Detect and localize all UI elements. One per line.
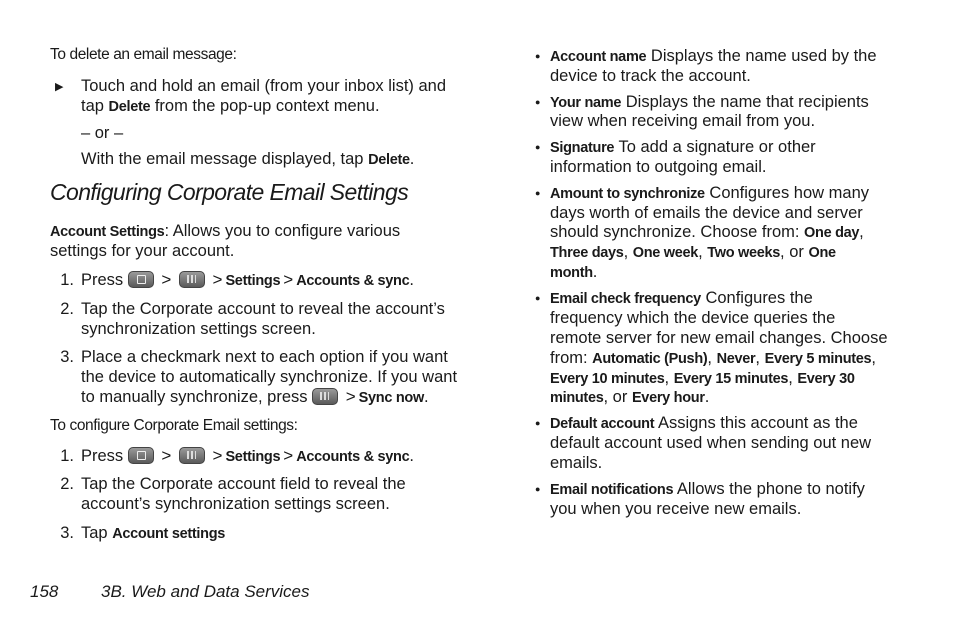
section-title: Configuring Corporate Email Settings <box>50 179 409 205</box>
default-account-line2: default account used when sending out new <box>550 434 872 452</box>
step3-line3: to manually synchronize, press > Sync now. <box>81 387 429 406</box>
menu-key-icon <box>179 447 205 464</box>
amount-sync-line2: days worth of emails the device and server <box>550 204 863 222</box>
amount-sync-line5: month. <box>550 263 598 281</box>
delete-heading: To delete an email message: <box>50 46 237 63</box>
amount-sync-line3: should synchronize. Choose from: One day, <box>550 223 864 241</box>
step2-line2: account’s synchronization settings screen. <box>81 495 390 513</box>
bullet-icon: ● <box>535 484 541 494</box>
account-name-line2: device to track the account. <box>550 67 751 85</box>
step-number: 3. <box>60 348 74 366</box>
step-number: 1. <box>60 447 74 465</box>
delete-step-line1: Touch and hold an email (from your inbox list) and <box>81 77 447 95</box>
account-settings-option: Account settings <box>112 526 226 542</box>
default-account-line1: Default account Assigns this account as the <box>550 414 858 432</box>
step3-line1: Place a checkmark next to each option if you want <box>81 348 448 366</box>
step1-line: Press > > Settings > Accounts & sync. <box>81 270 414 289</box>
step3-line2: the device to automatically synchronize. If you want <box>81 368 458 386</box>
step3-line: Tap Account settings <box>81 524 226 542</box>
amount-sync-line1: Amount to synchronize Configures how many <box>550 184 869 202</box>
page-number: 158 <box>30 582 59 601</box>
check-frequency-line3: remote server for new email changes. Choose <box>550 329 888 347</box>
your-name-line1: Your name Displays the name that recipients <box>550 93 869 111</box>
menu-key-icon <box>179 271 205 288</box>
step1-line: Press > > Settings > Accounts & sync. <box>81 446 414 465</box>
amount-sync-line4: Three days, One week, Two weeks, or One <box>550 243 836 261</box>
step2-line1: Tap the Corporate account to reveal the account’s <box>81 300 445 318</box>
check-frequency-line6: minutes, or Every hour. <box>550 388 710 406</box>
signature-line1: Signature To add a signature or other <box>550 138 816 156</box>
home-key-icon <box>128 447 154 464</box>
step-number: 1. <box>60 271 74 289</box>
home-key-icon <box>128 271 154 288</box>
configure-heading: To configure Corporate Email settings: <box>50 417 298 434</box>
bullet-icon: ● <box>535 293 541 303</box>
bullet-icon: ● <box>535 142 541 152</box>
account-name-line1: Account name Displays the name used by the <box>550 47 877 65</box>
default-account-line3: emails. <box>550 454 603 472</box>
check-frequency-line4: from: Automatic (Push), Never, Every 5 minutes, <box>550 349 876 367</box>
email-notifications-line1: Email notifications Allows the phone to notify <box>550 480 865 498</box>
check-frequency-line5: Every 10 minutes, Every 15 minutes, Every 30 <box>550 369 855 387</box>
with-message-line: With the email message displayed, tap Delete. <box>81 150 415 168</box>
section-name: 3B. Web and Data Services <box>101 582 310 601</box>
delete-label: Delete <box>108 99 151 115</box>
check-frequency-line2: frequency which the device queries the <box>550 309 836 327</box>
signature-line2: information to outgoing email. <box>550 158 767 176</box>
or-separator: – or – <box>81 124 124 142</box>
bullet-icon: ● <box>535 418 541 428</box>
triangle-right-icon: ▶ <box>55 81 64 93</box>
check-frequency-line1: Email check frequency Configures the <box>550 289 813 307</box>
bullet-icon: ● <box>535 51 541 61</box>
delete-step-line2: tap Delete from the pop-up context menu. <box>81 97 380 115</box>
account-settings-line2: settings for your account. <box>50 242 235 260</box>
delete-label-2: Delete <box>368 152 410 168</box>
step-number: 2. <box>60 475 74 493</box>
step-number: 3. <box>60 524 74 542</box>
step2-line1: Tap the Corporate account field to reveal the <box>81 475 406 493</box>
account-settings-label: Account Settings <box>50 224 165 240</box>
account-settings-line1: Account Settings: Allows you to configure various <box>50 222 401 240</box>
bullet-icon: ● <box>535 97 541 107</box>
step-number: 2. <box>60 300 74 318</box>
bullet-icon: ● <box>535 188 541 198</box>
email-notifications-line2: you when you receive new emails. <box>550 500 802 518</box>
step2-line2: synchronization settings screen. <box>81 320 316 338</box>
menu-key-icon <box>312 388 338 405</box>
your-name-line2: view when receiving email from you. <box>550 112 816 130</box>
